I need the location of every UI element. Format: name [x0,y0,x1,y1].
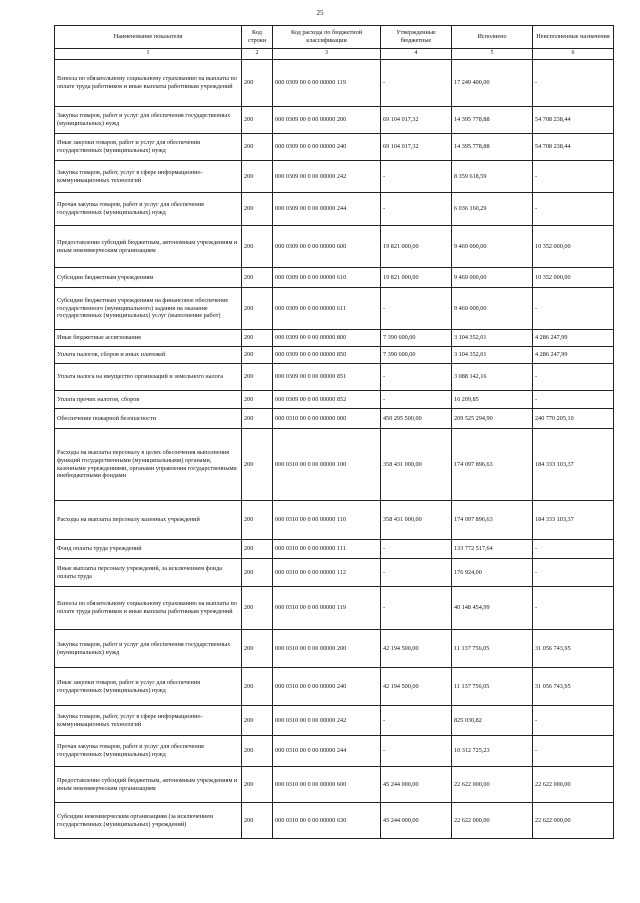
row-remaining: 22 622 000,00 [533,767,614,803]
row-name: Закупка товаров, работ и услуг для обеспечения государственных (муниципальных) нужд [55,630,242,668]
row-remaining: - [533,559,614,587]
column-header-approved: Утвержденные бюджетные [381,26,452,49]
row-code: 200 [242,736,273,767]
row-executed: 17 249 400,00 [452,60,533,107]
row-executed: 16 209,85 [452,391,533,409]
row-executed: 9 469 000,00 [452,268,533,288]
row-approved: 19 821 000,00 [381,226,452,268]
row-name: Субсидии бюджетным учреждениям на финансовое обеспечение государственного (муниципального) задания на оказание государственных (муниципальных) услуг (выполнение работ) [55,288,242,330]
row-remaining: 10 352 000,00 [533,268,614,288]
row-name: Прочая закупка товаров, работ и услуг для обеспечения государственных (муниципальных) нужд [55,193,242,226]
row-kbk-code: 000 0310 00 0 00 00000 000 [273,409,381,429]
row-executed: 11 137 756,05 [452,630,533,668]
row-approved: - [381,288,452,330]
row-code: 200 [242,364,273,391]
row-approved: 69 104 017,32 [381,134,452,161]
row-remaining: - [533,736,614,767]
row-approved: 19 821 000,00 [381,268,452,288]
table-row [55,107,614,134]
table-row [55,391,614,409]
row-remaining: 4 286 247,99 [533,330,614,347]
row-kbk-code: 000 0309 00 0 00 00000 850 [273,347,381,364]
row-code: 200 [242,268,273,288]
row-kbk-code: 000 0309 00 0 00 00000 119 [273,60,381,107]
row-approved: 358 431 000,00 [381,501,452,540]
table-body [55,60,614,839]
row-code: 200 [242,391,273,409]
row-code: 200 [242,668,273,706]
table-row [55,559,614,587]
row-remaining: 240 770 205,10 [533,409,614,429]
row-kbk-code: 000 0309 00 0 00 00000 200 [273,107,381,134]
row-remaining: - [533,364,614,391]
row-approved: - [381,559,452,587]
row-code: 200 [242,803,273,839]
table-row [55,409,614,429]
row-name: Иные бюджетные ассигнования [55,330,242,347]
row-remaining: - [533,540,614,559]
row-remaining: - [533,193,614,226]
column-header-kbk: Код расхода по бюджетной классификации [273,26,381,49]
table-row [55,540,614,559]
row-executed: 825 030,82 [452,706,533,736]
row-approved: 69 104 017,32 [381,107,452,134]
row-kbk-code: 000 0310 00 0 00 00000 119 [273,587,381,630]
row-approved: - [381,193,452,226]
row-approved: - [381,60,452,107]
row-code: 200 [242,429,273,501]
row-executed: 3 104 352,01 [452,347,533,364]
column-number: 3 [273,49,381,60]
table-row [55,803,614,839]
row-kbk-code: 000 0310 00 0 00 00000 111 [273,540,381,559]
row-name: Предоставление субсидий бюджетным, автономным учреждениям и иным некоммерческим организациям [55,767,242,803]
row-remaining: 31 056 743,95 [533,630,614,668]
row-code: 200 [242,347,273,364]
row-code: 200 [242,107,273,134]
row-kbk-code: 000 0309 00 0 00 00000 800 [273,330,381,347]
table-row [55,268,614,288]
table-row [55,364,614,391]
row-name: Расходы на выплаты персоналу в целях обеспечения выполнения функций государственными (муниципальными) органами, казенными учреждениями, органами управления государственными внебюджетными фондами [55,429,242,501]
budget-execution-table [54,25,614,839]
row-code: 200 [242,409,273,429]
row-kbk-code: 000 0310 00 0 00 00000 200 [273,630,381,668]
row-code: 200 [242,540,273,559]
row-executed: 133 772 517,64 [452,540,533,559]
column-number: 5 [452,49,533,60]
row-name: Субсидии некоммерческим организациям (за исключением государственных (муниципальных) учреждений) [55,803,242,839]
row-approved: 42 194 500,00 [381,630,452,668]
row-code: 200 [242,587,273,630]
row-kbk-code: 000 0309 00 0 00 00000 611 [273,288,381,330]
row-name: Взносы по обязательному социальному страхованию на выплаты по оплате труда работников и иные выплаты работникам учреждений [55,60,242,107]
row-name: Фонд оплаты труда учреждений [55,540,242,559]
row-remaining: 31 056 743,95 [533,668,614,706]
row-name: Обеспечение пожарной безопасности [55,409,242,429]
column-number-row [55,49,614,60]
row-kbk-code: 000 0309 00 0 00 00000 610 [273,268,381,288]
row-name: Иные закупки товаров, работ и услуг для обеспечения государственных (муниципальных) нужд [55,134,242,161]
row-remaining: 22 622 000,00 [533,803,614,839]
row-executed: 3 088 142,16 [452,364,533,391]
header-row [55,26,614,49]
row-remaining: - [533,288,614,330]
row-code: 200 [242,767,273,803]
row-executed: 11 137 756,05 [452,668,533,706]
table-row [55,630,614,668]
row-approved: 450 295 500,00 [381,409,452,429]
row-executed: 3 104 352,01 [452,330,533,347]
table-row [55,226,614,268]
column-header-code: Код строки [242,26,273,49]
row-kbk-code: 000 0310 00 0 00 00000 244 [273,736,381,767]
row-code: 200 [242,330,273,347]
row-code: 200 [242,226,273,268]
row-executed: 22 622 000,00 [452,767,533,803]
row-code: 200 [242,161,273,193]
table-row [55,767,614,803]
row-approved: - [381,540,452,559]
row-kbk-code: 000 0310 00 0 00 00000 110 [273,501,381,540]
row-executed: 6 036 160,29 [452,193,533,226]
row-executed: 9 469 000,00 [452,288,533,330]
row-code: 200 [242,559,273,587]
row-approved: 7 390 600,00 [381,347,452,364]
row-kbk-code: 000 0309 00 0 00 00000 852 [273,391,381,409]
row-kbk-code: 000 0310 00 0 00 00000 630 [273,803,381,839]
column-header-name: Наименование показателя [55,26,242,49]
column-number: 2 [242,49,273,60]
row-name: Предоставление субсидий бюджетным, автономным учреждениям и иным некоммерческим организациям [55,226,242,268]
row-name: Субсидии бюджетным учреждениям [55,268,242,288]
row-name: Иные закупки товаров, работ и услуг для обеспечения государственных (муниципальных) нужд [55,668,242,706]
row-remaining: 184 333 103,37 [533,501,614,540]
row-approved: 358 431 000,00 [381,429,452,501]
row-remaining: - [533,60,614,107]
column-header-executed: Исполнено [452,26,533,49]
row-kbk-code: 000 0310 00 0 00 00000 240 [273,668,381,706]
table-row [55,668,614,706]
row-kbk-code: 000 0309 00 0 00 00000 851 [273,364,381,391]
row-code: 200 [242,193,273,226]
row-executed: 176 924,00 [452,559,533,587]
column-header-remaining: Неисполненные назначения [533,26,614,49]
row-name: Уплата налогов, сборов и иных платежей [55,347,242,364]
row-executed: 10 312 725,23 [452,736,533,767]
row-approved: - [381,706,452,736]
row-name: Прочая закупка товаров, работ и услуг для обеспечения государственных (муниципальных) нужд [55,736,242,767]
row-executed: 9 469 000,00 [452,226,533,268]
row-executed: 174 097 896,63 [452,429,533,501]
row-kbk-code: 000 0310 00 0 00 00000 100 [273,429,381,501]
row-executed: 22 622 000,00 [452,803,533,839]
table-row [55,134,614,161]
row-name: Закупка товаров, работ и услуг для обеспечения государственных (муниципальных) нужд [55,107,242,134]
row-name: Иные выплаты персоналу учреждений, за исключением фонда оплаты труда [55,559,242,587]
row-name: Закупка товаров, работ, услуг в сфере информационно-коммуникационных технологий [55,706,242,736]
table-row [55,60,614,107]
row-approved: 45 244 000,00 [381,803,452,839]
table-row [55,330,614,347]
row-approved: - [381,391,452,409]
row-remaining: 54 708 238,44 [533,134,614,161]
page-number: 25 [316,9,324,17]
table-row [55,429,614,501]
row-name: Уплата налога на имущество организаций и земельного налога [55,364,242,391]
row-code: 200 [242,134,273,161]
row-remaining: 54 708 238,44 [533,107,614,134]
row-kbk-code: 000 0310 00 0 00 00000 112 [273,559,381,587]
row-executed: 14 395 778,88 [452,134,533,161]
table-row [55,501,614,540]
row-kbk-code: 000 0310 00 0 00 00000 242 [273,706,381,736]
row-remaining: 4 286 247,99 [533,347,614,364]
row-remaining: 184 333 103,37 [533,429,614,501]
row-name: Расходы на выплаты персоналу казенных учреждений [55,501,242,540]
row-executed: 14 395 778,88 [452,107,533,134]
row-code: 200 [242,501,273,540]
row-approved: - [381,161,452,193]
row-code: 200 [242,630,273,668]
table-row [55,288,614,330]
row-remaining: - [533,161,614,193]
table-row [55,706,614,736]
row-remaining: - [533,587,614,630]
row-executed: 209 525 294,90 [452,409,533,429]
table-row [55,587,614,630]
row-approved: 45 244 000,00 [381,767,452,803]
row-approved: 42 194 500,00 [381,668,452,706]
column-number: 1 [55,49,242,60]
row-remaining: - [533,391,614,409]
row-kbk-code: 000 0310 00 0 00 00000 600 [273,767,381,803]
table-row [55,161,614,193]
row-kbk-code: 000 0309 00 0 00 00000 244 [273,193,381,226]
row-remaining: - [533,706,614,736]
row-kbk-code: 000 0309 00 0 00 00000 240 [273,134,381,161]
row-code: 200 [242,706,273,736]
row-name: Взносы по обязательному социальному страхованию на выплаты по оплате труда работников и иные выплаты работникам учреждений [55,587,242,630]
row-approved: - [381,736,452,767]
table-row [55,736,614,767]
row-kbk-code: 000 0309 00 0 00 00000 600 [273,226,381,268]
column-number: 4 [381,49,452,60]
row-code: 200 [242,60,273,107]
row-approved: 7 390 600,00 [381,330,452,347]
column-number: 6 [533,49,614,60]
table-row [55,193,614,226]
row-approved: - [381,587,452,630]
row-executed: 8 359 618,59 [452,161,533,193]
row-name: Закупка товаров, работ, услуг в сфере информационно-коммуникационных технологий [55,161,242,193]
row-kbk-code: 000 0309 00 0 00 00000 242 [273,161,381,193]
table-row [55,347,614,364]
row-executed: 174 097 896,63 [452,501,533,540]
row-name: Уплата прочих налогов, сборов [55,391,242,409]
row-code: 200 [242,288,273,330]
row-approved: - [381,364,452,391]
row-remaining: 10 352 000,00 [533,226,614,268]
row-executed: 40 148 454,99 [452,587,533,630]
